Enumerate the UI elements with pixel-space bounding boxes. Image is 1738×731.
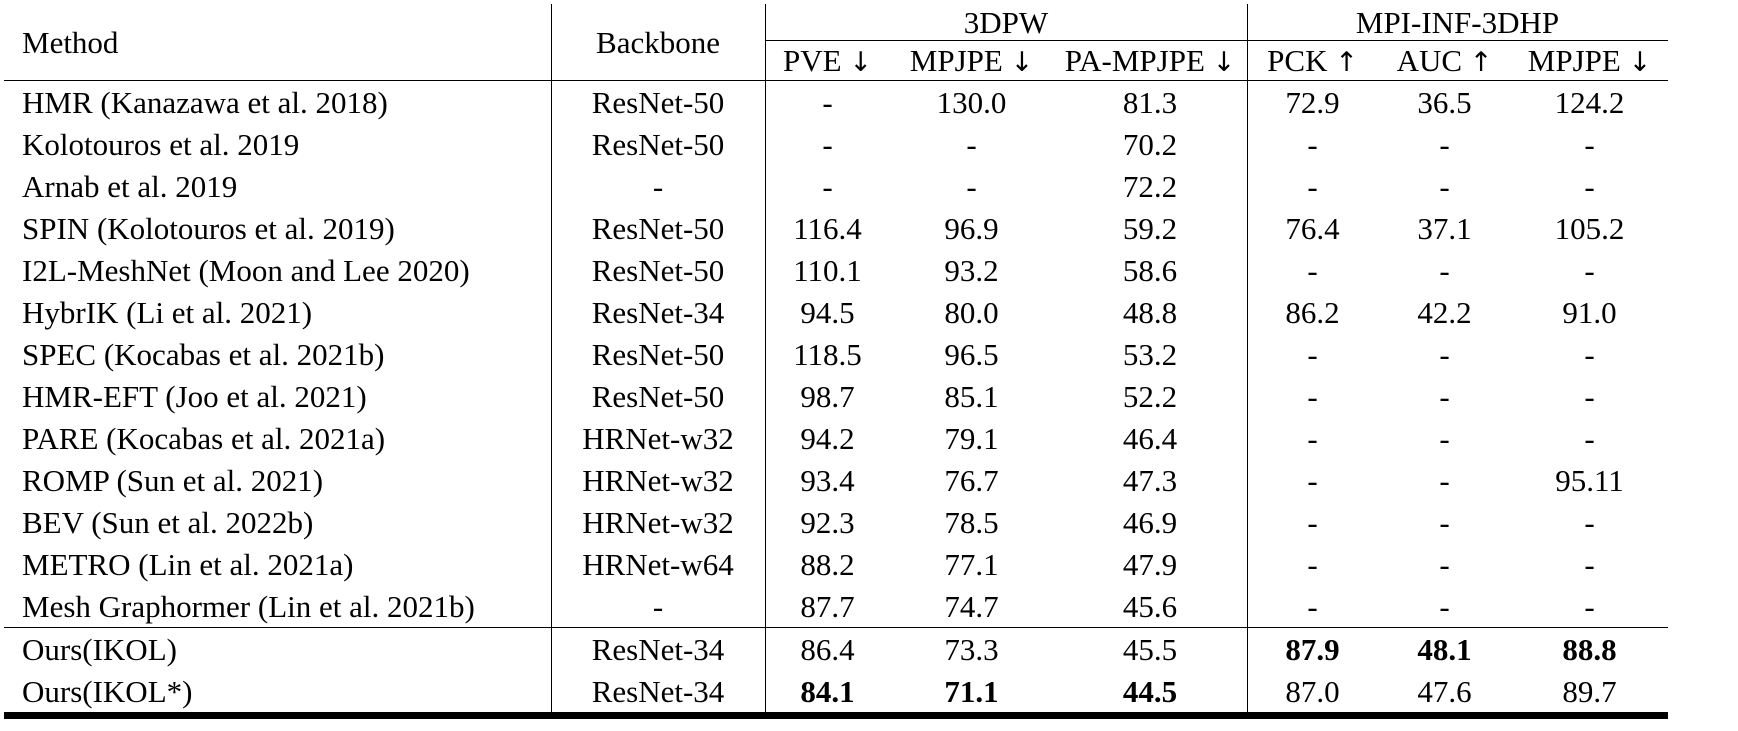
cell-backbone: ResNet-34 [551,628,765,671]
header-metric-auc [1378,41,1512,81]
cell-backbone: ResNet-50 [551,207,765,249]
metric-label: MPJPE [909,43,1003,78]
cell-pck: - [1307,126,1318,162]
header-metric-pa-mpjpe [1054,41,1248,81]
table-row [4,123,1668,165]
metric-label: AUC [1396,43,1463,78]
cell-auc: 42.2 [1417,294,1472,330]
table-row [4,249,1668,291]
cell-backbone: - [551,165,765,207]
cell-pa-mpjpe: 44.5 [1054,670,1248,716]
cell-backbone: - [551,585,765,628]
cell-backbone: ResNet-34 [551,291,765,333]
cell-mpjpe: - [966,168,977,204]
cell-auc: 36.5 [1417,84,1472,120]
cell-pck: 86.2 [1285,294,1340,330]
cell-pve: 98.7 [800,378,855,414]
arrow-down-icon: ↓ [849,47,872,78]
cell-mpjpe: 130.0 [936,84,1007,120]
metric-label: PVE [783,43,842,78]
cell-mpjpe-3dhp: - [1584,588,1595,624]
cell-auc: 37.1 [1417,210,1472,246]
cell-pck: - [1307,504,1318,540]
table-row [4,207,1668,249]
cell-auc: - [1439,252,1450,288]
cell-auc: - [1439,378,1450,414]
cell-mpjpe: 80.0 [944,294,999,330]
cell-pve: - [822,84,833,120]
cell-mpjpe-3dhp: 105.2 [1554,210,1625,246]
header-row-groups [4,4,1668,41]
cell-pck: - [1307,378,1318,414]
cell-method: HMR-EFT (Joo et al. 2021) [4,375,551,417]
cell-method: PARE (Kocabas et al. 2021a) [4,417,551,459]
cell-pve: 116.4 [793,210,862,246]
cell-method: BEV (Sun et al. 2022b) [4,501,551,543]
table-row [4,81,1668,124]
arrow-down-icon: ↓ [1010,47,1034,78]
cell-pck: - [1307,252,1318,288]
cell-auc: - [1439,546,1450,582]
table-row [4,501,1668,543]
cell-mpjpe: 93.2 [944,252,999,288]
table-row [4,417,1668,459]
cell-pa-mpjpe: 53.2 [1054,333,1248,375]
cell-auc: - [1439,420,1450,456]
cell-auc: 48.1 [1378,628,1512,671]
cell-backbone: ResNet-50 [551,81,765,124]
cell-backbone: ResNet-34 [551,670,765,716]
cell-pve: 86.4 [765,628,890,671]
cell-mpjpe: 71.1 [890,670,1054,716]
cell-pa-mpjpe: 48.8 [1054,291,1248,333]
cell-auc: - [1439,336,1450,372]
table-row [4,165,1668,207]
cell-mpjpe: 73.3 [890,628,1054,671]
cell-pck: - [1307,420,1318,456]
cell-method: HybrIK (Li et al. 2021) [4,291,551,333]
cell-pa-mpjpe: 59.2 [1054,207,1248,249]
header-method: Method [4,4,551,81]
cell-pck: - [1307,168,1318,204]
cell-pck: - [1307,336,1318,372]
cell-backbone: HRNet-w32 [551,459,765,501]
cell-pa-mpjpe: 47.3 [1054,459,1248,501]
cell-method: SPIN (Kolotouros et al. 2019) [4,207,551,249]
cell-pa-mpjpe: 46.9 [1054,501,1248,543]
cell-method: Mesh Graphormer (Lin et al. 2021b) [4,585,551,628]
cell-pck: 87.0 [1247,670,1378,716]
header-metric-pve [765,41,890,81]
cell-mpjpe-3dhp: 91.0 [1562,294,1617,330]
cell-pve: 92.3 [800,504,855,540]
cell-auc: 47.6 [1378,670,1512,716]
cell-pck: 72.9 [1285,84,1340,120]
cell-mpjpe-3dhp: 89.7 [1512,670,1668,716]
cell-pck: 87.9 [1247,628,1378,671]
cell-pve: - [822,126,833,162]
table-row [4,375,1668,417]
header-metric-pck [1247,41,1378,81]
cell-method: ROMP (Sun et al. 2021) [4,459,551,501]
table-body [4,81,1668,716]
cell-pa-mpjpe: 45.6 [1054,585,1248,628]
metric-label: PCK [1267,43,1328,78]
cell-mpjpe: 96.5 [944,336,999,372]
cell-backbone: ResNet-50 [551,375,765,417]
cell-pve: 118.5 [793,336,862,372]
cell-auc: - [1439,168,1450,204]
cell-pve: 110.1 [793,252,862,288]
cell-pck: - [1307,462,1318,498]
results-table [4,4,1668,719]
arrow-down-icon: ↓ [1212,47,1236,78]
cell-backbone: HRNet-w64 [551,543,765,585]
cell-auc: - [1439,462,1450,498]
cell-pve: 87.7 [800,588,855,624]
cell-mpjpe-3dhp: - [1584,420,1595,456]
cell-pve: 93.4 [800,462,855,498]
cell-method: Arnab et al. 2019 [4,165,551,207]
header-backbone: Backbone [551,4,765,81]
cell-mpjpe: - [966,126,977,162]
cell-mpjpe-3dhp: - [1584,126,1595,162]
cell-method: Ours(IKOL*) [4,670,551,716]
cell-pck: 76.4 [1285,210,1340,246]
table-row [4,585,1668,628]
table-row [4,333,1668,375]
table-row [4,291,1668,333]
cell-pve: 84.1 [765,670,890,716]
cell-mpjpe-3dhp: - [1584,378,1595,414]
cell-pck: - [1307,546,1318,582]
cell-backbone: ResNet-50 [551,249,765,291]
cell-pve: 94.5 [800,294,855,330]
cell-backbone: ResNet-50 [551,333,765,375]
cell-pve: 88.2 [800,546,855,582]
table-row [4,670,1668,716]
cell-mpjpe: 79.1 [944,420,999,456]
cell-pa-mpjpe: 45.5 [1054,628,1248,671]
cell-pve: - [822,168,833,204]
table-row [4,543,1668,585]
arrow-up-icon: ↑ [1335,47,1358,78]
cell-auc: - [1439,504,1450,540]
cell-pa-mpjpe: 46.4 [1054,417,1248,459]
header-group-mpi-inf-3dhp: MPI-INF-3DHP [1247,4,1668,41]
cell-auc: - [1439,126,1450,162]
cell-mpjpe-3dhp: 95.11 [1555,462,1624,498]
cell-mpjpe: 77.1 [944,546,999,582]
table-row [4,459,1668,501]
arrow-down-icon: ↓ [1628,47,1652,78]
cell-mpjpe-3dhp: - [1584,252,1595,288]
arrow-up-icon: ↑ [1469,47,1493,78]
cell-mpjpe: 85.1 [944,378,999,414]
table-row [4,628,1668,671]
header-group-3dpw: 3DPW [765,4,1247,41]
metric-label: MPJPE [1527,43,1621,78]
header-metric-mpjpe-3dhp [1512,41,1668,81]
metric-label: PA-MPJPE [1064,43,1205,78]
cell-mpjpe-3dhp: - [1584,504,1595,540]
cell-backbone: HRNet-w32 [551,417,765,459]
cell-pa-mpjpe: 70.2 [1054,123,1248,165]
cell-auc: - [1439,588,1450,624]
cell-method: HMR (Kanazawa et al. 2018) [4,81,551,124]
cell-mpjpe-3dhp: - [1584,168,1595,204]
cell-pa-mpjpe: 58.6 [1054,249,1248,291]
cell-mpjpe-3dhp: - [1584,546,1595,582]
cell-method: METRO (Lin et al. 2021a) [4,543,551,585]
cell-backbone: HRNet-w32 [551,501,765,543]
cell-pa-mpjpe: 47.9 [1054,543,1248,585]
cell-pa-mpjpe: 81.3 [1054,81,1248,124]
cell-pa-mpjpe: 52.2 [1054,375,1248,417]
cell-method: Ours(IKOL) [4,628,551,671]
cell-mpjpe: 76.7 [944,462,999,498]
cell-mpjpe-3dhp: - [1584,336,1595,372]
cell-pve: 94.2 [800,420,855,456]
cell-mpjpe: 74.7 [944,588,999,624]
header-metric-mpjpe [890,41,1054,81]
cell-mpjpe-3dhp: 124.2 [1554,84,1625,120]
cell-method: SPEC (Kocabas et al. 2021b) [4,333,551,375]
cell-pck: - [1307,588,1318,624]
cell-backbone: ResNet-50 [551,123,765,165]
cell-method: Kolotouros et al. 2019 [4,123,551,165]
cell-mpjpe: 96.9 [944,210,999,246]
cell-method: I2L-MeshNet (Moon and Lee 2020) [4,249,551,291]
cell-mpjpe: 78.5 [944,504,999,540]
cell-pa-mpjpe: 72.2 [1054,165,1248,207]
cell-mpjpe-3dhp: 88.8 [1512,628,1668,671]
